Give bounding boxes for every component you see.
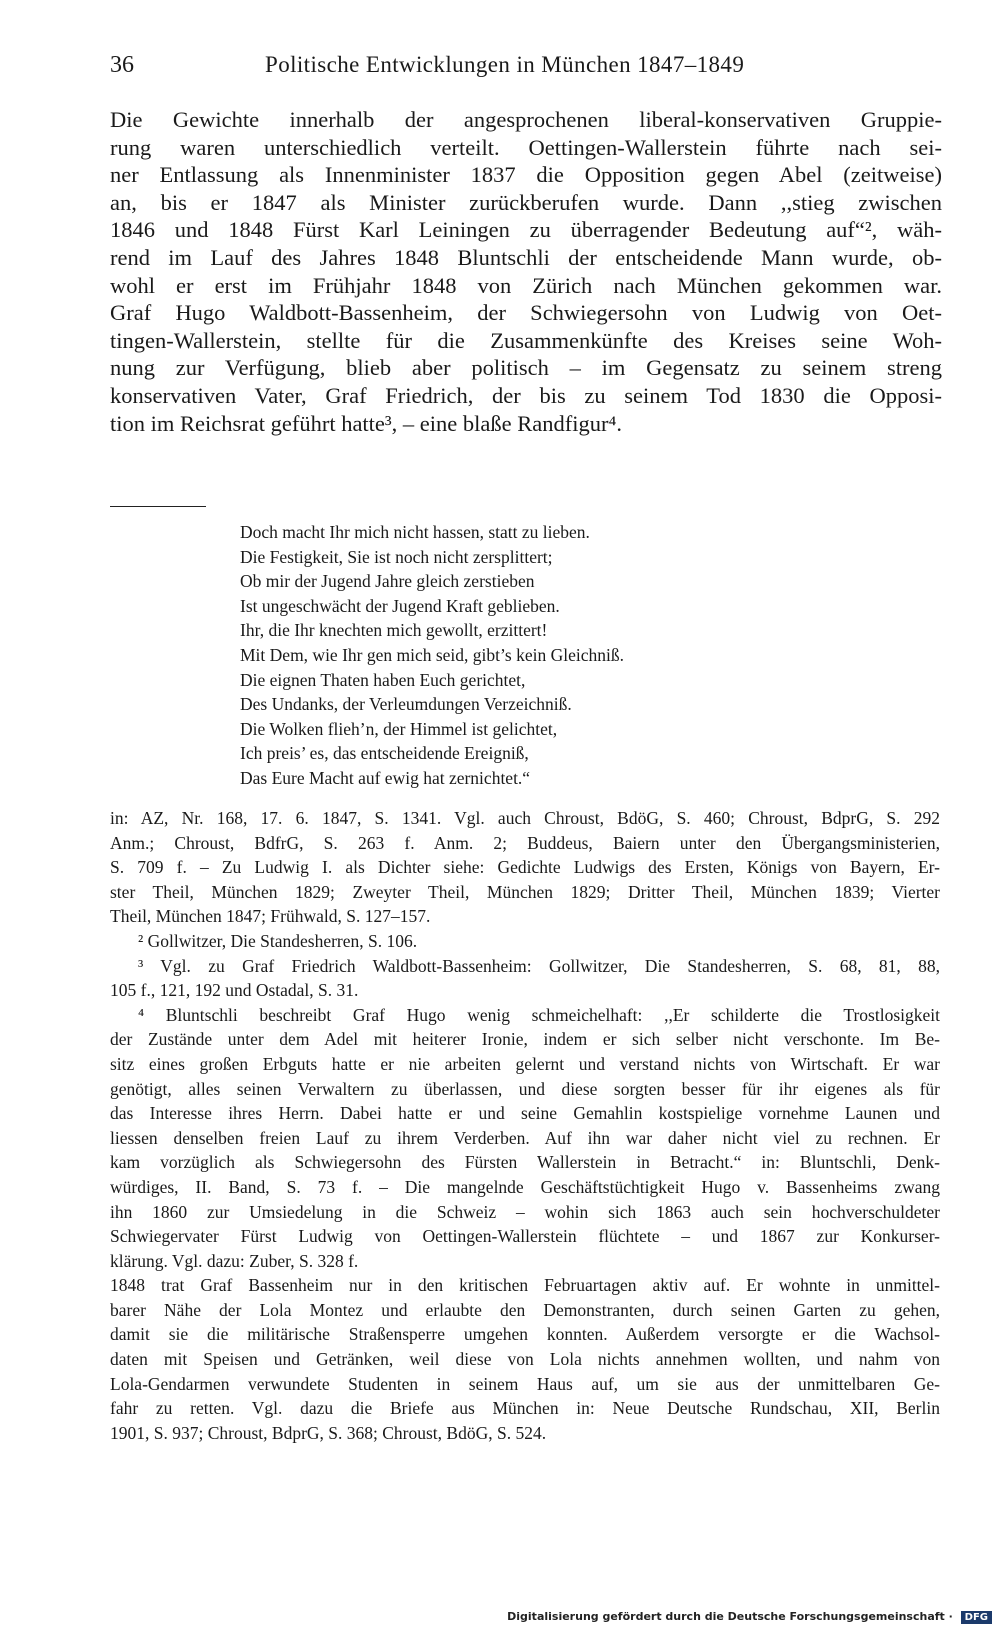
digitization-credit bbox=[507, 1610, 992, 1624]
footnote-line: ster Theil, München 1829; Zweyter Theil, München 1829; Dritter Theil, München 1839; Vierter bbox=[110, 881, 940, 902]
page-header bbox=[110, 52, 940, 92]
footnote-line: der Zustände unter dem Adel mit heiterer Ironie, indem er sich selber nicht verschonte. Im Be- bbox=[110, 1029, 940, 1050]
footnote-line: ² Gollwitzer, Die Standesherren, S. 106. bbox=[138, 930, 418, 951]
digitization-note: Digitalisierung gefördert durch die Deutsche Forschungsgemeinschaft · bbox=[507, 1610, 953, 1623]
footnote-line: ³ Vgl. zu Graf Friedrich Waldbott-Bassenheim: Gollwitzer, Die Standesherren, S. 68, 81, 88, bbox=[138, 955, 940, 976]
body-line: tion im Reichsrat geführt hatte³, – eine blaße Randfigur⁴. bbox=[110, 410, 622, 436]
footnote-line: kam vorzüglich als Schwiegersohn des Fürsten Wallerstein in Betracht.“ in: Bluntschli, Denk- bbox=[110, 1152, 940, 1173]
body-line: konservativen Vater, Graf Friedrich, der bis zu seinem Tod 1830 die Opposi- bbox=[110, 382, 942, 408]
poem-line: Doch macht Ihr mich nicht hassen, statt zu lieben. bbox=[240, 522, 590, 542]
body-line: rend im Lauf des Jahres 1848 Bluntschli der entscheidende Mann wurde, ob- bbox=[110, 244, 942, 270]
footnote-line: in: AZ, Nr. 168, 17. 6. 1847, S. 1341. Vgl. auch Chroust, BdöG, S. 460; Chroust, BdprG, S. 292 bbox=[110, 808, 940, 828]
poem-line: Das Eure Macht auf ewig hat zernichtet.“ bbox=[240, 767, 531, 788]
body-line: tingen-Wallerstein, stellte für die Zusammenkünfte des Kreises seine Woh- bbox=[110, 327, 942, 353]
dfg-logo: DFG bbox=[961, 1611, 992, 1624]
body-line: rung waren unterschiedlich verteilt. Oettingen-Wallerstein führte nach sei- bbox=[110, 134, 942, 160]
footnote-line: Schwiegervater Fürst Ludwig von Oettingen-Wallerstein flüchtete – und 1867 zur Konkurser- bbox=[110, 1226, 940, 1247]
footnote-line: fahr zu retten. Vgl. dazu die Briefe aus München in: Neue Deutsche Rundschau, XII, Berlin bbox=[110, 1398, 940, 1419]
body-line: Graf Hugo Waldbott-Bassenheim, der Schwiegersohn von Ludwig von Oet- bbox=[110, 300, 942, 326]
page-number: 36 bbox=[110, 52, 134, 78]
footnote-line: Lola-Gendarmen verwundete Studenten in seinem Haus auf, um sie aus der unmittelbaren Ge- bbox=[110, 1373, 940, 1394]
body-line: ner Entlassung als Innenminister 1837 die Opposition gegen Abel (zeitweise) bbox=[110, 162, 942, 188]
footnote-line: ihn 1860 zur Umsiedelung in die Schweiz – wohin sich 1863 auch sein hochverschuldeter bbox=[110, 1201, 940, 1222]
footnote-line: damit sie die militärische Straßensperre umgehen konnten. Außerdem versorgte er die Wachsol- bbox=[110, 1324, 940, 1345]
poem-line: Ich preis’ es, das entscheidende Ereigniß, bbox=[240, 743, 529, 764]
footnote-separator bbox=[110, 506, 206, 507]
footnote-line: Theil, München 1847; Frühwald, S. 127–157. bbox=[110, 906, 431, 927]
footnote-line: das Interesse ihres Herrn. Dabei hatte er und seine Gemahlin kostspielige vornehme Launen und bbox=[110, 1103, 940, 1124]
body-line: Die Gewichte innerhalb der angesprochenen liberal-konservativen Gruppie- bbox=[110, 107, 942, 132]
footnote-line: 1848 trat Graf Bassenheim nur in den kritischen Februartagen aktiv auf. Er wohnte in unmittel- bbox=[110, 1275, 940, 1296]
footnote-line: klärung. Vgl. dazu: Zuber, S. 328 f. bbox=[110, 1250, 359, 1271]
footnotes bbox=[110, 806, 940, 1445]
footnote-line: sitz eines großen Erbguts hatte er nie arbeiten gelernt und verstand nichts von Wirtschaft. Er war bbox=[110, 1053, 940, 1074]
footnote-line: 105 f., 121, 192 und Ostadal, S. 31. bbox=[110, 980, 359, 1001]
poem-line: Die Wolken flieh’n, der Himmel ist gelichtet, bbox=[240, 718, 558, 739]
body-line: nung zur Verfügung, blieb aber politisch – im Gegensatz zu seinem streng bbox=[110, 355, 942, 381]
poem-line: Ob mir der Jugend Jahre gleich zerstieben bbox=[240, 571, 535, 592]
poem-line: Des Undanks, der Verleumdungen Verzeichniß. bbox=[240, 694, 572, 715]
body-paragraph bbox=[110, 106, 942, 437]
footnote-line: liessen denselben freien Lauf zu ihrem Verderben. Auf ihn war daher nicht viel zu rechnen. Er bbox=[110, 1127, 940, 1148]
poem-line: Ihr, die Ihr knechten mich gewollt, erzittert! bbox=[240, 620, 548, 641]
body-line: an, bis er 1847 als Minister zurückberufen wurde. Dann ,,stieg zwischen bbox=[110, 189, 942, 215]
body-line: wohl er erst im Frühjahr 1848 von Zürich nach München gekommen war. bbox=[110, 272, 942, 298]
footnote-line: S. 709 f. – Zu Ludwig I. als Dichter siehe: Gedichte Ludwigs des Ersten, Königs von Bayern, Er- bbox=[110, 857, 940, 878]
footnote-line: 1901, S. 937; Chroust, BdprG, S. 368; Chroust, BdöG, S. 524. bbox=[110, 1422, 547, 1443]
body-line: 1846 und 1848 Fürst Karl Leiningen zu überragender Bedeutung auf“², wäh- bbox=[110, 217, 942, 243]
footnote-line: würdiges, II. Band, S. 73 f. – Die mangelnde Geschäftstüchtigkeit Hugo v. Bassenheims zwang bbox=[110, 1176, 940, 1197]
poem-line: Die Festigkeit, Sie ist noch nicht zersplittert; bbox=[240, 546, 553, 567]
footnote-line: barer Nähe der Lola Montez und erlaubte den Demonstranten, durch seinen Garten zu gehen, bbox=[110, 1299, 940, 1320]
footnote-line: Anm.; Chroust, BdfrG, S. 263 f. Anm. 2; Buddeus, Baiern unter den Übergangsministerien, bbox=[110, 832, 940, 853]
poem-line: Die eignen Thaten haben Euch gerichtet, bbox=[240, 669, 526, 690]
footnote-line: daten mit Speisen und Getränken, weil diese von Lola nichts annehmen wollten, und nahm von bbox=[110, 1349, 940, 1370]
footnote-line: genötigt, alles seinen Verwaltern zu überlassen, und diese sorgten besser für ihr eigenes als für bbox=[110, 1078, 940, 1099]
running-head: Politische Entwicklungen in München 1847–1849 bbox=[265, 52, 745, 77]
footnote-line: ⁴ Bluntschli beschreibt Graf Hugo wenig schmeichelhaft: ,,Er schilderte die Trostlosigkeit bbox=[138, 1004, 940, 1025]
poem-line: Mit Dem, wie Ihr gen mich seid, gibt’s kein Gleichniß. bbox=[240, 644, 624, 665]
poem-line: Ist ungeschwächt der Jugend Kraft geblieben. bbox=[240, 595, 560, 616]
poem-quotation bbox=[240, 520, 624, 791]
